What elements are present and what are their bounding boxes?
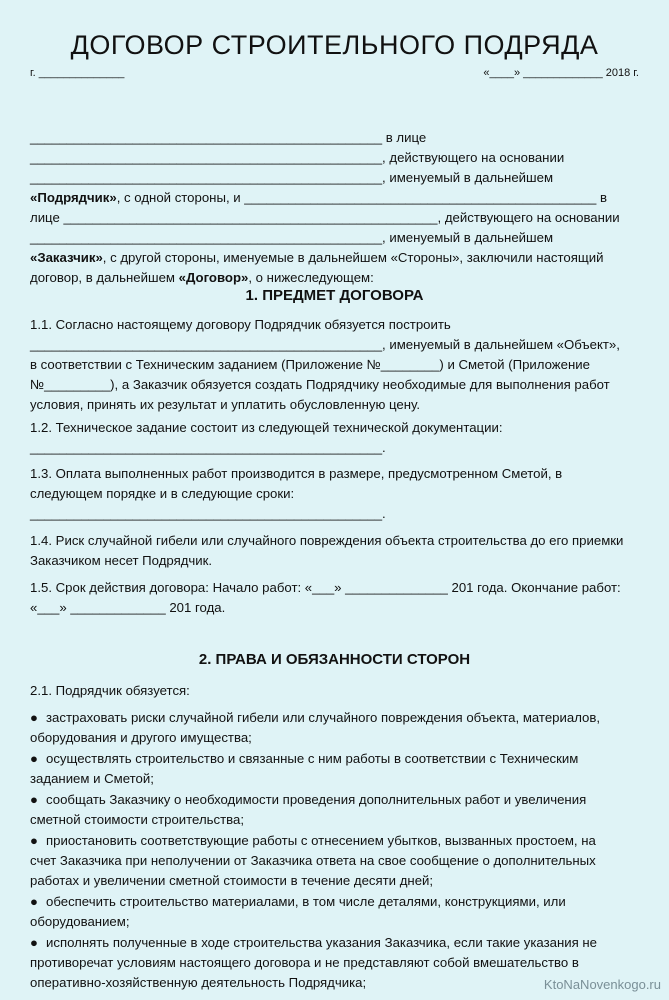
preamble [30,128,640,288]
obligation-text: приостановить соответствующие работы с отнесением убытков, вызванных простоем, на [46,833,596,848]
clause-1-4 [30,531,642,571]
document-title: ДОГОВОР СТРОИТЕЛЬНОГО ПОДРЯДА [70,30,599,60]
obligation-first-line [30,892,642,912]
clause-line: условия, принять их результат и уплатить обусловленную цену. [30,397,420,412]
city-field: г. ______________ [30,67,125,79]
bullet-icon: ● [30,894,38,909]
obligation-item [30,708,642,748]
obligation-first-line [30,708,642,728]
preamble-line: ________________________________________________, именуемый в дальнейшем [30,230,554,245]
clause-line: ________________________________________________. [30,440,386,455]
bullet-icon: ● [30,833,38,848]
clause-line: ________________________________________________. [30,506,386,521]
clause-1-2 [30,418,642,458]
preamble-line: «Подрядчик», с одной стороны, и ________________________________________________ в [30,190,608,205]
clause-1-5 [30,578,642,618]
bullet-list [30,708,642,993]
section-2-heading: 2. ПРАВА И ОБЯЗАННОСТИ СТОРОН [198,651,471,668]
obligation-item [30,790,642,830]
bullet-icon: ● [30,792,38,807]
section-1-heading: 1. ПРЕДМЕТ ДОГОВОРА [245,287,424,304]
clause-1-3 [30,464,642,524]
bullet-icon: ● [30,710,38,725]
obligation-text: оборудованием; [30,914,130,929]
obligation-first-line [30,933,642,953]
clause-line: «___» _____________ 201 года. [30,600,226,615]
clause-line: 1.3. Оплата выполненных работ производится в размере, предусмотренном Сметой, в [30,466,563,481]
clause-line: следующем порядке и в следующие сроки: [30,486,295,501]
obligation-text: осуществлять строительство и связанные с ним работы в соответствии с Техническим [46,751,579,766]
obligation-item [30,831,642,891]
clause-line: ________________________________________________, именуемый в дальнейшем «Объект», [30,337,620,352]
obligation-text: обеспечить строительство материалами, в том числе деталями, конструкциями, или [46,894,566,909]
preamble-line: ________________________________________________, именуемый в дальнейшем [30,170,554,185]
obligation-text: сообщать Заказчику о необходимости проведения дополнительных работ и увеличения [46,792,587,807]
obligation-text: заданием и Сметой; [30,771,154,786]
obligation-item [30,749,642,789]
obligation-text: исполнять полученные в ходе строительства указания Заказчика, если такие указания не [46,935,598,950]
obligation-text: противоречат условиям настоящего договора и не представляют собой вмешательство в [30,955,579,970]
site-watermark: KtoNaNovenkogo.ru [543,977,661,992]
obligation-text: работах и увеличении сметной стоимости в течение десяти дней; [30,873,434,888]
clause-line: 1.2. Техническое задание состоит из следующей технической документации: [30,420,503,435]
clause-1-1 [30,315,642,415]
obligations-list [30,708,642,994]
bullet-icon: ● [30,935,38,950]
clause-line: Заказчиком несет Подрядчик. [30,553,213,568]
obligation-text: счет Заказчика при неполучении от Заказчика ответа на свое сообщение о дополнительных [30,853,596,868]
bullet-icon: ● [30,751,38,766]
clause-line: 1.4. Риск случайной гибели или случайного повреждения объекта строительства до его приемки [30,533,624,548]
obligation-first-line [30,790,642,810]
obligation-text: застраховать риски случайной гибели или случайного повреждения объекта, материалов, [46,710,601,725]
clause-line: №_________), а Заказчик обязуется создать Подрядчику необходимые для выполнения работ [30,377,610,392]
preamble-line: договор, в дальнейшем «Договор», о нижеследующем: [30,270,374,285]
obligation-first-line [30,831,642,851]
obligation-first-line [30,749,642,769]
clause-line: в соответствии с Техническим заданием (Приложение №________) и Сметой (Приложение [30,357,590,372]
clause-line: 1.1. Согласно настоящему договору Подрядчик обязуется построить [30,317,451,332]
date-field: «____» _____________ 2018 г. [483,67,639,79]
preamble-line: ________________________________________________, действующего на основании [30,150,565,165]
preamble-line: «Заказчик», с другой стороны, именуемые в дальнейшем «Стороны», заключили настоящий [30,250,604,265]
obligation-text: оперативно-хозяйственную деятельность Подрядчика; [30,975,367,990]
obligation-item [30,892,642,932]
clause-2-1: 2.1. Подрядчик обязуется: [30,683,190,698]
preamble-line: ________________________________________________ в лице [30,130,427,145]
obligation-text: оборудования и другого имущества; [30,730,252,745]
preamble-line: лице ___________________________________________________, действующего на основании [30,210,620,225]
clause-line: 1.5. Срок действия договора: Начало работ: «___» ______________ 201 года. Окончание работ: [30,580,621,595]
obligation-text: сметной стоимости строительства; [30,812,245,827]
